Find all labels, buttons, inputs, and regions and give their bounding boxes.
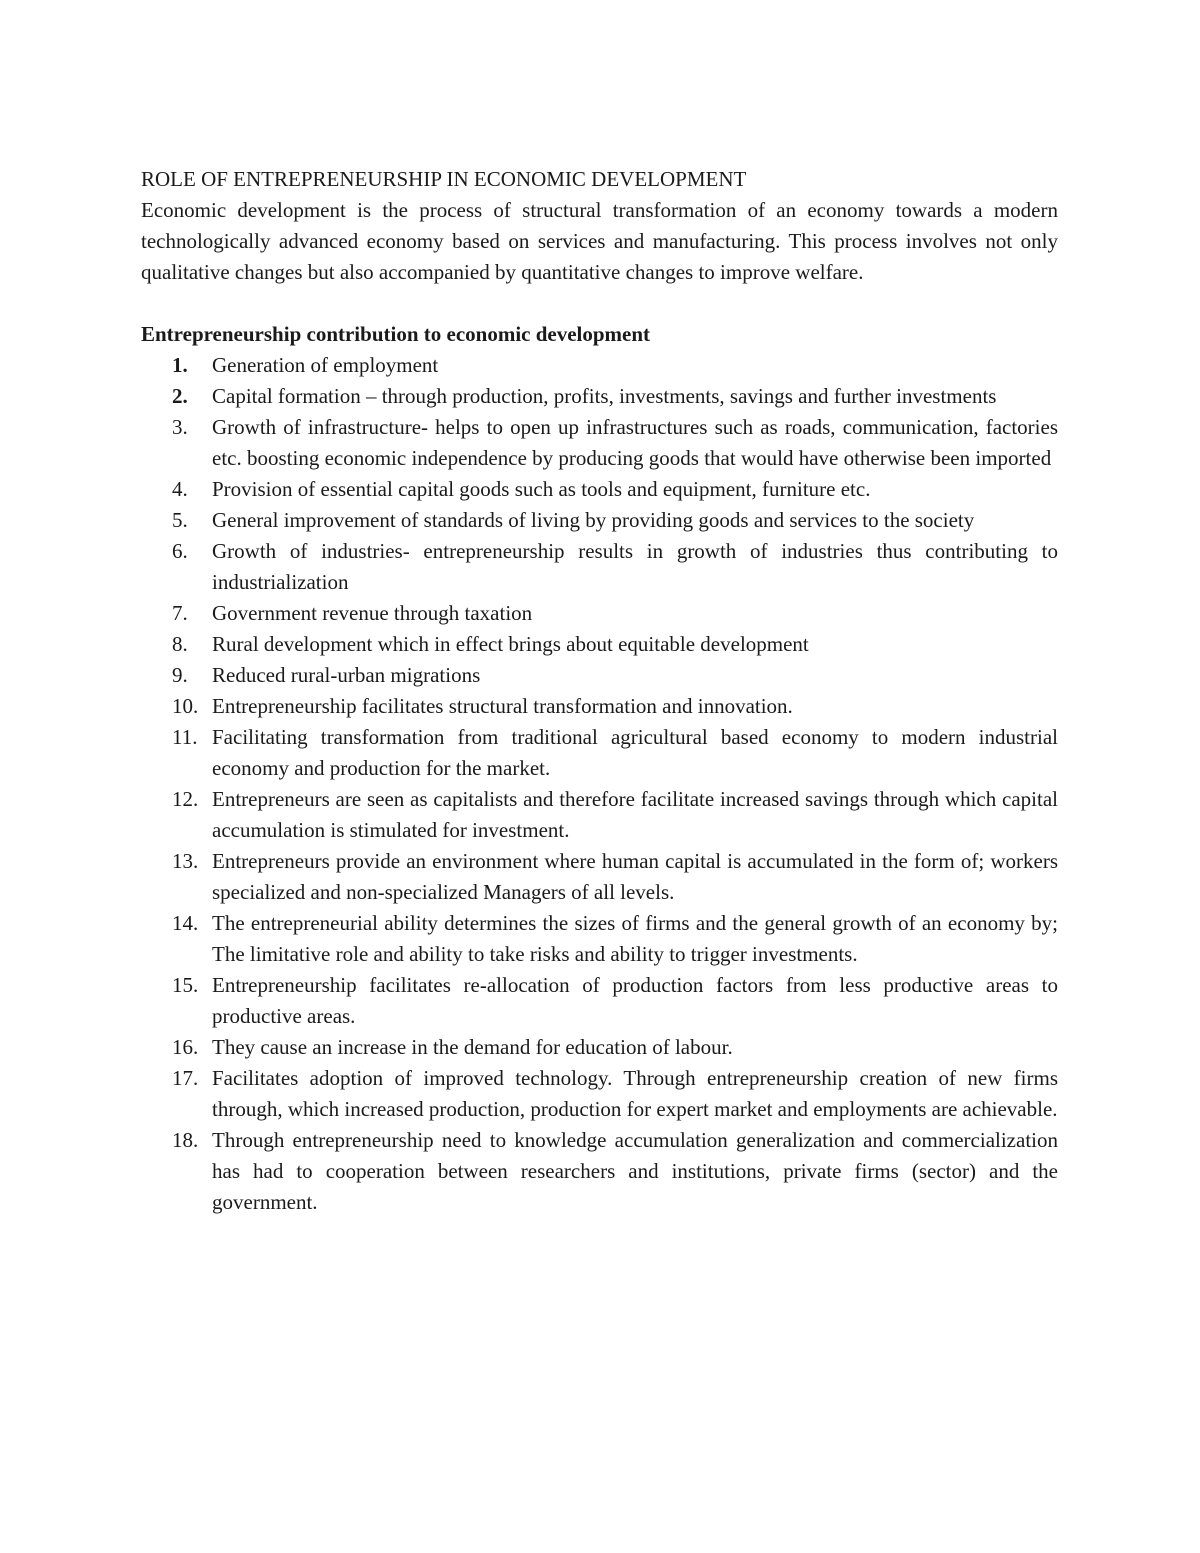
list-item xyxy=(141,474,1058,505)
list-item-number: 8. xyxy=(172,632,188,656)
list-item xyxy=(141,970,1058,1032)
list-item-number: 15. xyxy=(172,973,199,997)
list-item-text: Growth of infrastructure- helps to open up infrastructures such as roads, communication, factories etc. boosting economic independence by producing goods that would have otherwise been imported xyxy=(212,415,1058,470)
list-item-number: 3. xyxy=(172,415,188,439)
list-item-number: 12. xyxy=(172,787,199,811)
list-item-number: 14. xyxy=(172,911,199,935)
list-item-text: Government revenue through taxation xyxy=(212,601,533,625)
list-item-number: 2. xyxy=(172,384,188,408)
list-item-number: 17. xyxy=(172,1066,199,1090)
list-item-text: Growth of industries- entrepreneurship results in growth of industries thus contributing to industrialization xyxy=(212,539,1058,594)
list-item-text: General improvement of standards of living by providing goods and services to the society xyxy=(212,508,975,532)
list-item xyxy=(141,350,1058,381)
list-item-text: Facilitates adoption of improved technology. Through entrepreneurship creation of new firms through, which increased production, production for expert market and employments are achievable. xyxy=(212,1066,1058,1121)
list-item-text: Generation of employment xyxy=(212,353,439,377)
list-item xyxy=(141,381,1058,412)
list-item xyxy=(141,536,1058,598)
list-item-text: Through entrepreneurship need to knowledge accumulation generalization and commercialization has had to cooperation between researchers and institutions, private firms (sector) and the government. xyxy=(212,1128,1058,1214)
list-item-number: 9. xyxy=(172,663,188,687)
list-item-number: 13. xyxy=(172,849,199,873)
list-item xyxy=(141,1063,1058,1125)
list-item xyxy=(141,784,1058,846)
list-item xyxy=(141,629,1058,660)
contribution-list xyxy=(141,350,1058,1218)
list-item-text: Entrepreneurship facilitates re-allocation of production factors from less productive areas to productive areas. xyxy=(212,973,1058,1028)
list-item xyxy=(141,691,1058,722)
list-item-text: Capital formation – through production, profits, investments, savings and further investments xyxy=(212,384,997,408)
intro-paragraph: Economic development is the process of structural transformation of an economy towards a modern technologically advanced economy based on services and manufacturing. This process involves not only qualitative changes but also accompanied by quantitative changes to improve welfare. xyxy=(141,198,1058,284)
list-item-text: They cause an increase in the demand for education of labour. xyxy=(212,1035,733,1059)
list-item xyxy=(141,412,1058,474)
list-item xyxy=(141,660,1058,691)
list-item xyxy=(141,846,1058,908)
list-item xyxy=(141,722,1058,784)
list-item-number: 10. xyxy=(172,694,199,718)
list-item-number: 11. xyxy=(172,725,198,749)
section-heading: Entrepreneurship contribution to economic development xyxy=(141,322,651,346)
list-item-number: 18. xyxy=(172,1128,199,1152)
list-item-text: Facilitating transformation from traditional agricultural based economy to modern industrial economy and production for the market. xyxy=(212,725,1058,780)
list-item xyxy=(141,505,1058,536)
list-item-text: Entrepreneurs are seen as capitalists and therefore facilitate increased savings through which capital accumulation is stimulated for investment. xyxy=(212,787,1058,842)
list-item-text: Provision of essential capital goods such as tools and equipment, furniture etc. xyxy=(212,477,871,501)
list-item xyxy=(141,1125,1058,1218)
list-item-text: Reduced rural-urban migrations xyxy=(212,663,481,687)
list-item xyxy=(141,598,1058,629)
list-item xyxy=(141,1032,1058,1063)
list-item-number: 5. xyxy=(172,508,188,532)
list-item-text: Entrepreneurs provide an environment where human capital is accumulated in the form of; workers specialized and non-specialized Managers of all levels. xyxy=(212,849,1058,904)
list-item-text: Rural development which in effect brings about equitable development xyxy=(212,632,809,656)
list-item-text: The entrepreneurial ability determines the sizes of firms and the general growth of an economy by; The limitative role and ability to take risks and ability to trigger investments. xyxy=(212,911,1058,966)
list-item-text: Entrepreneurship facilitates structural transformation and innovation. xyxy=(212,694,793,718)
list-item-number: 16. xyxy=(172,1035,199,1059)
list-item-number: 6. xyxy=(172,539,188,563)
document-page xyxy=(141,164,1058,1218)
list-item xyxy=(141,908,1058,970)
document-title: ROLE OF ENTREPRENEURSHIP IN ECONOMIC DEVELOPMENT xyxy=(141,167,747,191)
list-item-number: 7. xyxy=(172,601,188,625)
list-item-number: 4. xyxy=(172,477,188,501)
list-item-number: 1. xyxy=(172,353,188,377)
